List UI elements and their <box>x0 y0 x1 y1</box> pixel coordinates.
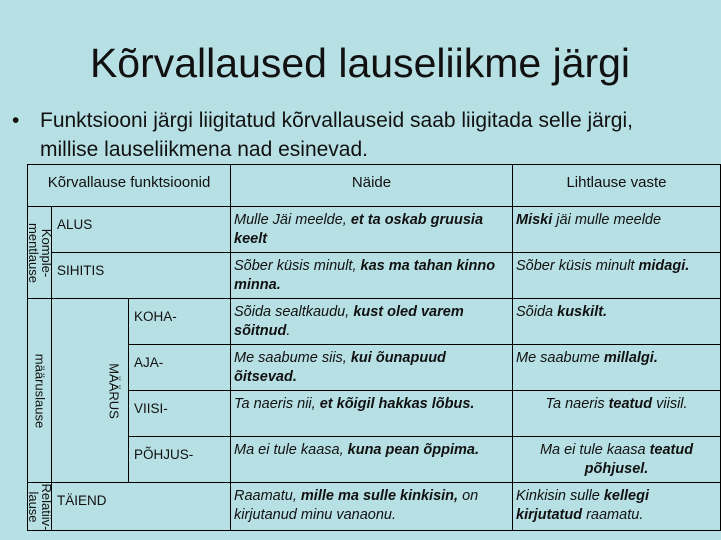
table-row <box>28 299 721 345</box>
row-label-viisi: VIISI- <box>129 391 207 437</box>
row-empty-alus <box>129 207 231 253</box>
row-empty-koha <box>207 299 231 345</box>
header-row <box>28 165 721 207</box>
group-relatiivlause: Relatiiv- lause <box>25 483 54 530</box>
table-row <box>28 207 721 253</box>
simple-viisi: Ta naeris teatud viisil. <box>513 391 721 437</box>
bullet-marker: • <box>12 109 20 132</box>
group-spacer <box>52 299 100 483</box>
simple-alus: Miski jäi mulle meelde <box>513 207 721 253</box>
bullet-text: Funktsiooni järgi liigitatud kõrvallauseid saab liigitada selle järgi, millise lauseliikmena nad esinevad. <box>40 109 633 161</box>
row-empty-aja <box>207 345 231 391</box>
example-sihitis: Sõber küsis minult, kas ma tahan kinno minna. <box>231 253 513 299</box>
header-function: Kõrvallause funktsioonid <box>28 165 231 207</box>
row-label-taiend: TÄIEND <box>52 483 129 531</box>
table-row <box>28 345 721 391</box>
simple-sihitis: Sõber küsis minult midagi. <box>513 253 721 299</box>
simple-aja: Me saabume millalgi. <box>513 345 721 391</box>
row-label-aja: AJA- <box>129 345 207 391</box>
simple-taiend: Kinkisin sulle kellegi kirjutatud raamatu. <box>513 483 721 531</box>
row-label-pohjus: PÕHJUS- <box>129 437 207 483</box>
slide-title: Kõrvallaused lauseliikme järgi <box>89 40 631 86</box>
example-koha: Sõida sealtkaudu, kust oled varem sõitnud. <box>231 299 513 345</box>
header-simple: Lihtlause vaste <box>513 165 721 207</box>
example-alus: Mulle Jäi meelde, et ta oskab gruusia keelt <box>231 207 513 253</box>
example-aja: Me saabume siis, kui õunapuud õitsevad. <box>231 345 513 391</box>
table-row <box>28 391 721 437</box>
clause-table <box>27 164 721 531</box>
table-row <box>28 483 721 531</box>
group-maaruslause: määruslause <box>28 299 52 483</box>
row-empty-taiend <box>129 483 231 531</box>
row-label-sihitis: SIHITIS <box>52 253 129 299</box>
group-maarus: MÄÄRUS <box>100 299 129 483</box>
row-empty-pohjus <box>207 437 231 483</box>
example-pohjus: Ma ei tule kaasa, kuna pean õppima. <box>231 437 513 483</box>
row-label-alus: ALUS <box>52 207 129 253</box>
table-row <box>28 253 721 299</box>
header-example: Näide <box>231 165 513 207</box>
table-row <box>28 437 721 483</box>
row-empty-sihitis <box>129 253 231 299</box>
example-viisi: Ta naeris nii, et kõigil hakkas lõbus. <box>231 391 513 437</box>
row-empty-viisi <box>207 391 231 437</box>
row-label-koha: KOHA- <box>129 299 207 345</box>
group-komplementlause: Komple- mentlause <box>28 207 52 299</box>
simple-pohjus: Ma ei tule kaasa teatud põhjusel. <box>513 437 721 483</box>
example-taiend: Raamatu, mille ma sulle kinkisin, on kirjutanud minu vanaonu. <box>231 483 513 531</box>
simple-koha: Sõida kuskilt. <box>513 299 721 345</box>
